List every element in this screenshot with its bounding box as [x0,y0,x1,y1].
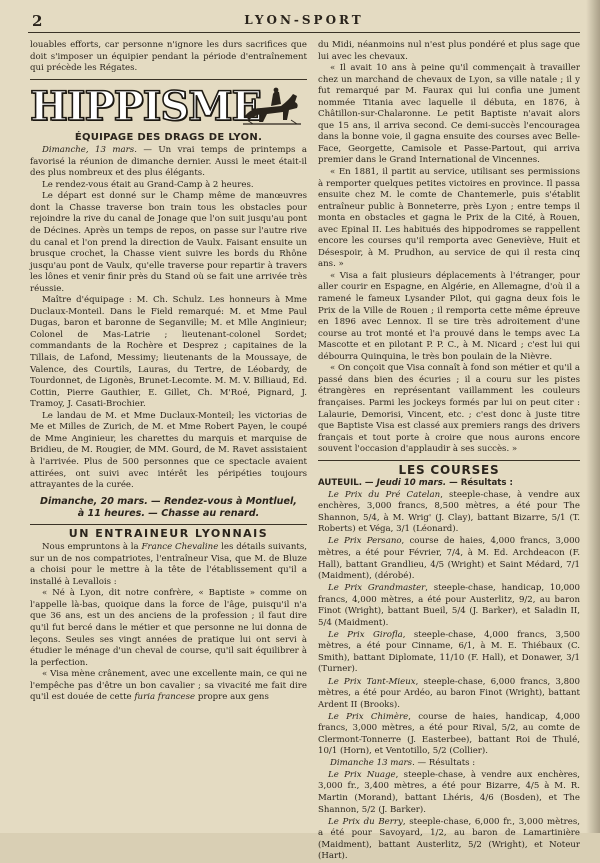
drags-date: Dimanche, 13 mars. [42,145,137,156]
auteuil-results [318,490,580,758]
race-result: Le Prix Chimère, course de haies, handicap, 4,000 francs, 3,000 mètres, a été pour Rival, 5/2, au comte de Clermont-Tonnerre (J. Easterbee), battant Roi de Thulé, 10/1 (Horn), et Ventotillo, 5/2 (Collier). [318,711,581,757]
drags-paragraph-2: Le rendez-vous était au Grand-Camp à 2 heures. [42,179,254,190]
auteuil-dateline: AUTEUIL. — Jeudi 10 mars. — Résultats : [318,478,513,489]
trainer-continued-5: « On conçoit que Visa connaît à fond son métier et qu'il a passé dans bien des écuries ; il a couru sur les pistes étrangères en représentant vaillamment les couleurs françaises. Parmi les jockeys formés par lui on peut citer : Lalaurie, Demorisi, Vincent, etc. ; c'est donc à juste titre que Baptiste Visa est classé aux premiers rangs des drivers français et tout porte à croire que nous aurons encore souvent l'occasion d'applaudir à ses succès. » [318,363,580,455]
drags-paragraph-3: Le départ est donné sur le Champ même de manœuvres dont la Chasse traverse bon train tous les obstacles pour rejoindre la rive du canal de Jonage que l'on suit jusqu'au pont de Décines. Après un temps de repos, on passe sur l'autre rive du canal et l'on prend la direction de Vaulx. Faisant ensuite un brusque crochet, la Chasse vient suivre les bords du Rhône jusqu'au pont de Vaulx, qu'elle traverse pour repartir à travers les lônes et venir finir près du Stand où se fait une arrivée très réussie. [30,191,307,294]
trainer-paragraph-1: Nous empruntons à la France Chevaline les détails suivants, sur un de nos compatriotes, l'entraîneur Visa, que M. de Bluze a choisi pour le mettre à la tête de l'établissement qu'il a installé à Levallois : [30,542,307,587]
race-result: Le Prix du Pré Catelan, steeple-chase, à vendre aux enchères, 3,000 francs, 8,500 mètres, a été pour The Shannon, 5/4, à M. Wrig' (J. Clay), battant Bizarre, 5/1 (T. Roberts) et Véga, 3/1 (Léonard). [318,489,580,535]
race-result: Le Prix Girofla, steeple-chase, 4,000 francs, 3,500 mètres, a été pour Cinname, 6/1, à M. E. Thiébaux (C. Smith), battant Diplomate, 11/10 (F. Hall), et Donawer, 3/1 (Turner). [318,629,580,675]
horse-rider-illustration-icon [241,86,303,128]
trainer-continued-1: du Midi, néanmoins nul n'est plus pondéré et plus sage que lui avec les chevaux. [318,40,580,62]
trainer-paragraph-2: « Né à Lyon, dit notre confrère, « Baptiste » comme on l'appelle là-bas, quoique dans la force de l'âge, puisqu'il n'a que 36 ans, est un des anciens de la profession ; il faut dire qu'il fut bercé dans le métier et que personne ne lui donna de leçons. Seules ses vingt années de pratique lui ont servi à étudier le ménage d'un cheval de course, qu'il sait équilibrer à la perfection. [30,588,307,668]
dimanche-dateline: Dimanche 13 mars. — Résultats : [330,758,476,769]
dimanche-results [318,770,580,863]
courses-heading: LES COURSES [398,462,500,477]
banner-title: HIPPISME [30,82,262,130]
trainer-continued-4: « Visa a fait plusieurs déplacements à l'étranger, pour aller courir en Espagne, en Algérie, en Allemagne, d'où il a ramené le fameux Lysander Pilot, qui gagna deux fois le Prix de la Ville de Rouen ; il remporta cette même épreuve en 1896 avec Lennox. Il se tire très adroitement d'une course au trot monté et l'a prouvé dans le temps avec La Mascotte et en pilotant P. P. C., à M. Nicard ; c'est lui qui débourra Quinquina, le très bon poulain de la Nièvre. [318,270,580,362]
right-column [318,40,580,863]
race-result: Le Prix Grandmaster, steeple-chase, handicap, 10,000 francs, 4,000 mètres, a été pour Austerlitz, 9/2, au baron Finot (Wright), battant Bueil, 5/4 (J. Barker), et Saladin II, 5/4 (Maidment). [318,583,580,628]
drags-paragraph-5: Le landau de M. et Mme Duclaux-Monteil; les victorias de Me et Milles de Zurich, de M. et Mme Robert Payen, le coupé de Mme Anginieur, les charettes du marquis et marquise de Bridieu, de M. Rougier, de MM. Gourd, de M. Ravet assistaient à l'arrivée. Plus de 500 personnes que ce spectacle avaient attirées, ont suivi avec intérêt les péripéties toujours attrayantes de la curée. [30,410,307,491]
left-column [30,40,307,704]
trainer-heading: UN ENTRAINEUR LYONNAIS [68,526,269,540]
race-result: Le Prix du Berry, steeple-chase, 6,000 fr., 3,000 mètres, a été pour Savoyard, 1/2, au baron de Lamartinière (Maidment), battant Austerlitz, 5/2 (Wright), et Noteur (Hart). [318,816,580,862]
race-result: Le Prix Tant-Mieux, steeple-chase, 6,000 francs, 3,800 mètres, a été pour Ardéo, au baron Finot (Wright), battant Ardent II (Brooks). [318,676,580,710]
trainer-paragraph-3: « Visa mène crânement, avec une excellente main, ce qui ne l'empêche pas d'être un bon cavalier ; sa vivacité me fait dire qu'il est douée de cette furia francese propre aux gens [30,669,307,703]
section-divider [30,79,307,80]
intro-paragraph: louables efforts, car personne n'ignore les durs sacrifices que doit s'imposer un équipier pendant la période d'entraînement qui précède les Régates. [30,40,307,74]
hippisme-banner [30,84,307,130]
drags-heading: ÉQUIPAGE DES DRAGS DE LYON. [74,131,263,143]
page-number: 2 [32,12,43,30]
race-result: Le Prix Persano, course de haies, 4,000 francs, 3,000 mètres, a été pour Février, 7/4, à M. Ed. Archdeacon (F. Hall), battant Grandlieu, 4/5 (Wright) et Saint Médard, 7/1 (Maidment), (dérobé). [318,536,581,582]
race-result: Le Prix Nuage, steeple-chase, à vendre aux enchères, 3,000 fr., 3,400 mètres, a été pour Bizarre, 4/5 à M. R. Martin (Morand), battant Lhéris, 4/6 (Bosden), et The Shannon, 5/2 (J. Barker). [318,769,580,815]
section-divider [30,524,307,525]
drags-paragraph-4: Maître d'équipage : M. Ch. Schulz. Les honneurs à Mme Duclaux-Monteil. Dans le Field remarqué: M. et Mme Paul Dugas, baron et baronne de Seganville; M. et Mlle Anginieur; Colonel de Mas-Latrie ; lieutenant-colonel Sordet; commandants de la Rochère et Desprez ; capitaines de la Tillais, de Lafond, Messimy; lieutenants de la Moussaye, de Valence, des Courtils, Lauras, du Tertre, de Léobardy, de Tourdonnet, de Ligonès, Brunet-Lecomte. M. M. V. Billiaud, Ed. Cottin, Pierre Gauthier, E. Gillet, Ch. M'Roé, Pignard, J. Tramoy, J. Casati-Brochier. [30,295,307,410]
hunt-announcement: Dimanche, 20 mars. — Rendez-vous à Montluel, à 11 heures. — Chasse au renard. [40,495,297,519]
trainer-continued-3: « En 1881, il partit au service, utilisant ses permissions à remporter quelques petites victoires en province. Il passa ensuite chez M. le comte de Chantemerle, puis s'établit entraîneur public à Bonneterre, près Lyon ; entre temps il monta en obstacles et gagna le Prix de la Cité, à Rouen, avec Epinal II. Les habitués des hippodromes se rappellent encore les courses qu'il remporta avec Geneviève, Huit et Désespoir, à M. Prudhon, au service de qui il resta cinq ans. » [318,167,580,270]
running-title: LYON-SPORT [244,13,364,27]
trainer-continued-2: « Il avait 10 ans à peine qu'il commençait à travailler chez un marchand de chevaux de Lyon, sa ville natale ; il y fut remarqué par M. Faurax qui lui confia une jument nommée Titania avec laquelle il débuta, en 1876, à Châtillon-sur-Chalaronne. Le petit Baptiste n'avait alors que 15 ans, il arriva second. Ce demi-succès l'encouragea dans la bonne voie, il gagna ensuite des courses avec Belle-Face, Georgette, Camisole et Passe-Partout, qui arriva premier dans le Grand International de Vincennes. [318,63,580,166]
drags-paragraph-1: Dimanche, 13 mars. — Un vrai temps de printemps a favorisé la réunion de dimanche dernier. Aussi le meet était-il des plus nombreux et des plus élégants. [30,145,307,179]
section-divider [318,460,580,461]
page-header [28,10,580,33]
